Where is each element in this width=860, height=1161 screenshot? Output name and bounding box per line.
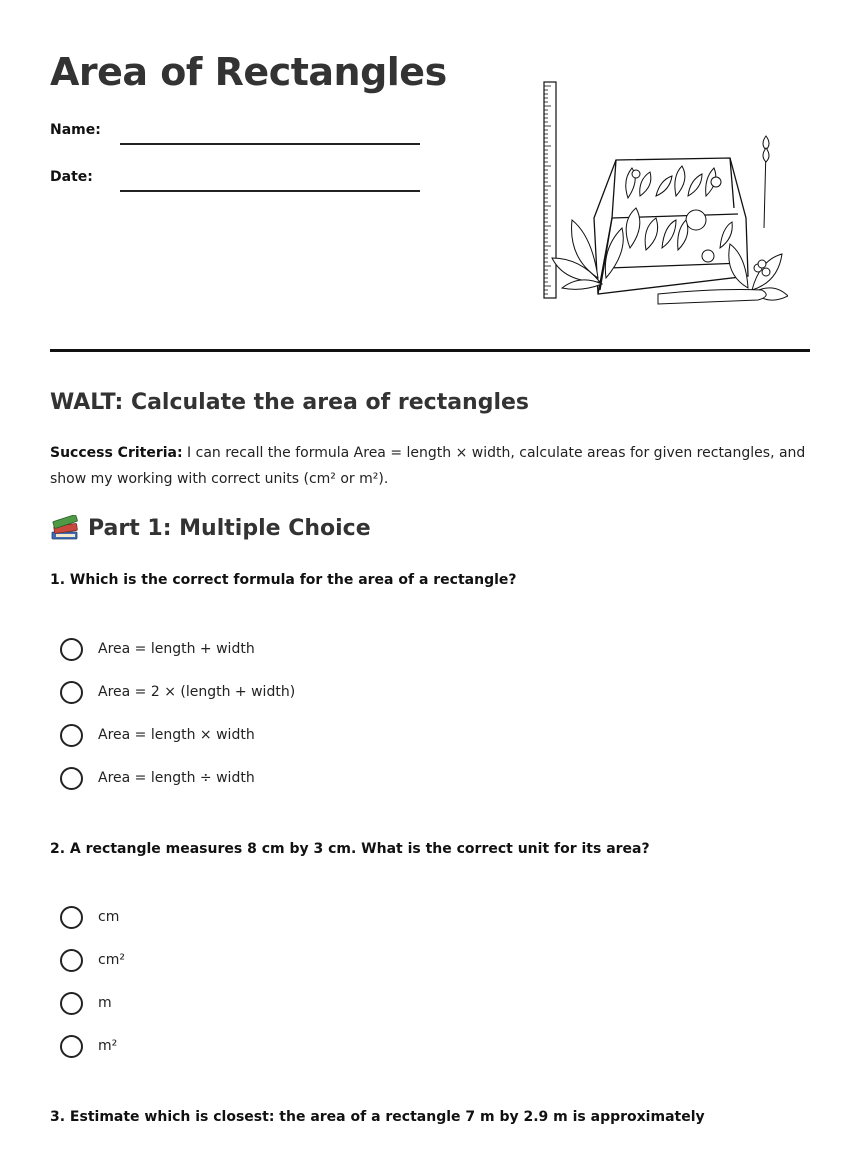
question-3: 3. Estimate which is closest: the area of a rectangle 7 m by 2.9 m is approximately — [50, 1109, 705, 1125]
question-1-option-2[interactable] — [60, 679, 295, 705]
radio-button[interactable] — [60, 949, 83, 972]
success-criteria-label: Success Criteria: — [50, 445, 183, 461]
question-1: 1. Which is the correct formula for the area of a rectangle? — [50, 572, 517, 588]
question-2-option-3[interactable] — [60, 990, 112, 1016]
option-label: cm — [98, 909, 120, 925]
success-criteria — [50, 440, 810, 492]
name-label: Name: — [50, 122, 101, 138]
question-1-option-3[interactable] — [60, 722, 255, 748]
option-label: m² — [98, 1038, 118, 1054]
option-label: Area = 2 × (length + width) — [98, 684, 296, 700]
radio-button[interactable] — [60, 681, 83, 704]
option-label: Area = length ÷ width — [98, 770, 255, 786]
radio-button[interactable] — [60, 906, 83, 929]
section-divider — [50, 349, 810, 352]
question-2-option-1[interactable] — [60, 904, 119, 930]
question-2-option-4[interactable] — [60, 1033, 117, 1059]
radio-button[interactable] — [60, 1035, 83, 1058]
page-title: Area of Rectangles — [50, 50, 447, 94]
walt-heading: WALT: Calculate the area of rectangles — [50, 390, 530, 415]
radio-button[interactable] — [60, 724, 83, 747]
radio-button[interactable] — [60, 767, 83, 790]
part1-heading — [50, 515, 371, 541]
books-icon — [50, 515, 80, 541]
question-1-option-4[interactable] — [60, 765, 255, 791]
option-label: Area = length + width — [98, 641, 255, 657]
question-1-option-1[interactable] — [60, 636, 255, 662]
radio-button[interactable] — [60, 992, 83, 1015]
option-label: Area = length × width — [98, 727, 255, 743]
garden-bed-illustration — [538, 78, 788, 306]
name-field[interactable] — [120, 143, 420, 145]
question-2: 2. A rectangle measures 8 cm by 3 cm. What is the correct unit for its area? — [50, 841, 650, 857]
option-label: cm² — [98, 952, 125, 968]
date-label: Date: — [50, 169, 93, 185]
part1-title: Part 1: Multiple Choice — [88, 515, 371, 541]
ruler-icon — [544, 82, 556, 298]
success-criteria-text: I can recall the formula Area = length × width, calculate areas for given rectangles, and show my working with correct units (cm² or m²). — [50, 445, 806, 487]
radio-button[interactable] — [60, 638, 83, 661]
date-field[interactable] — [120, 190, 420, 192]
option-label: m — [98, 995, 112, 1011]
question-2-option-2[interactable] — [60, 947, 125, 973]
